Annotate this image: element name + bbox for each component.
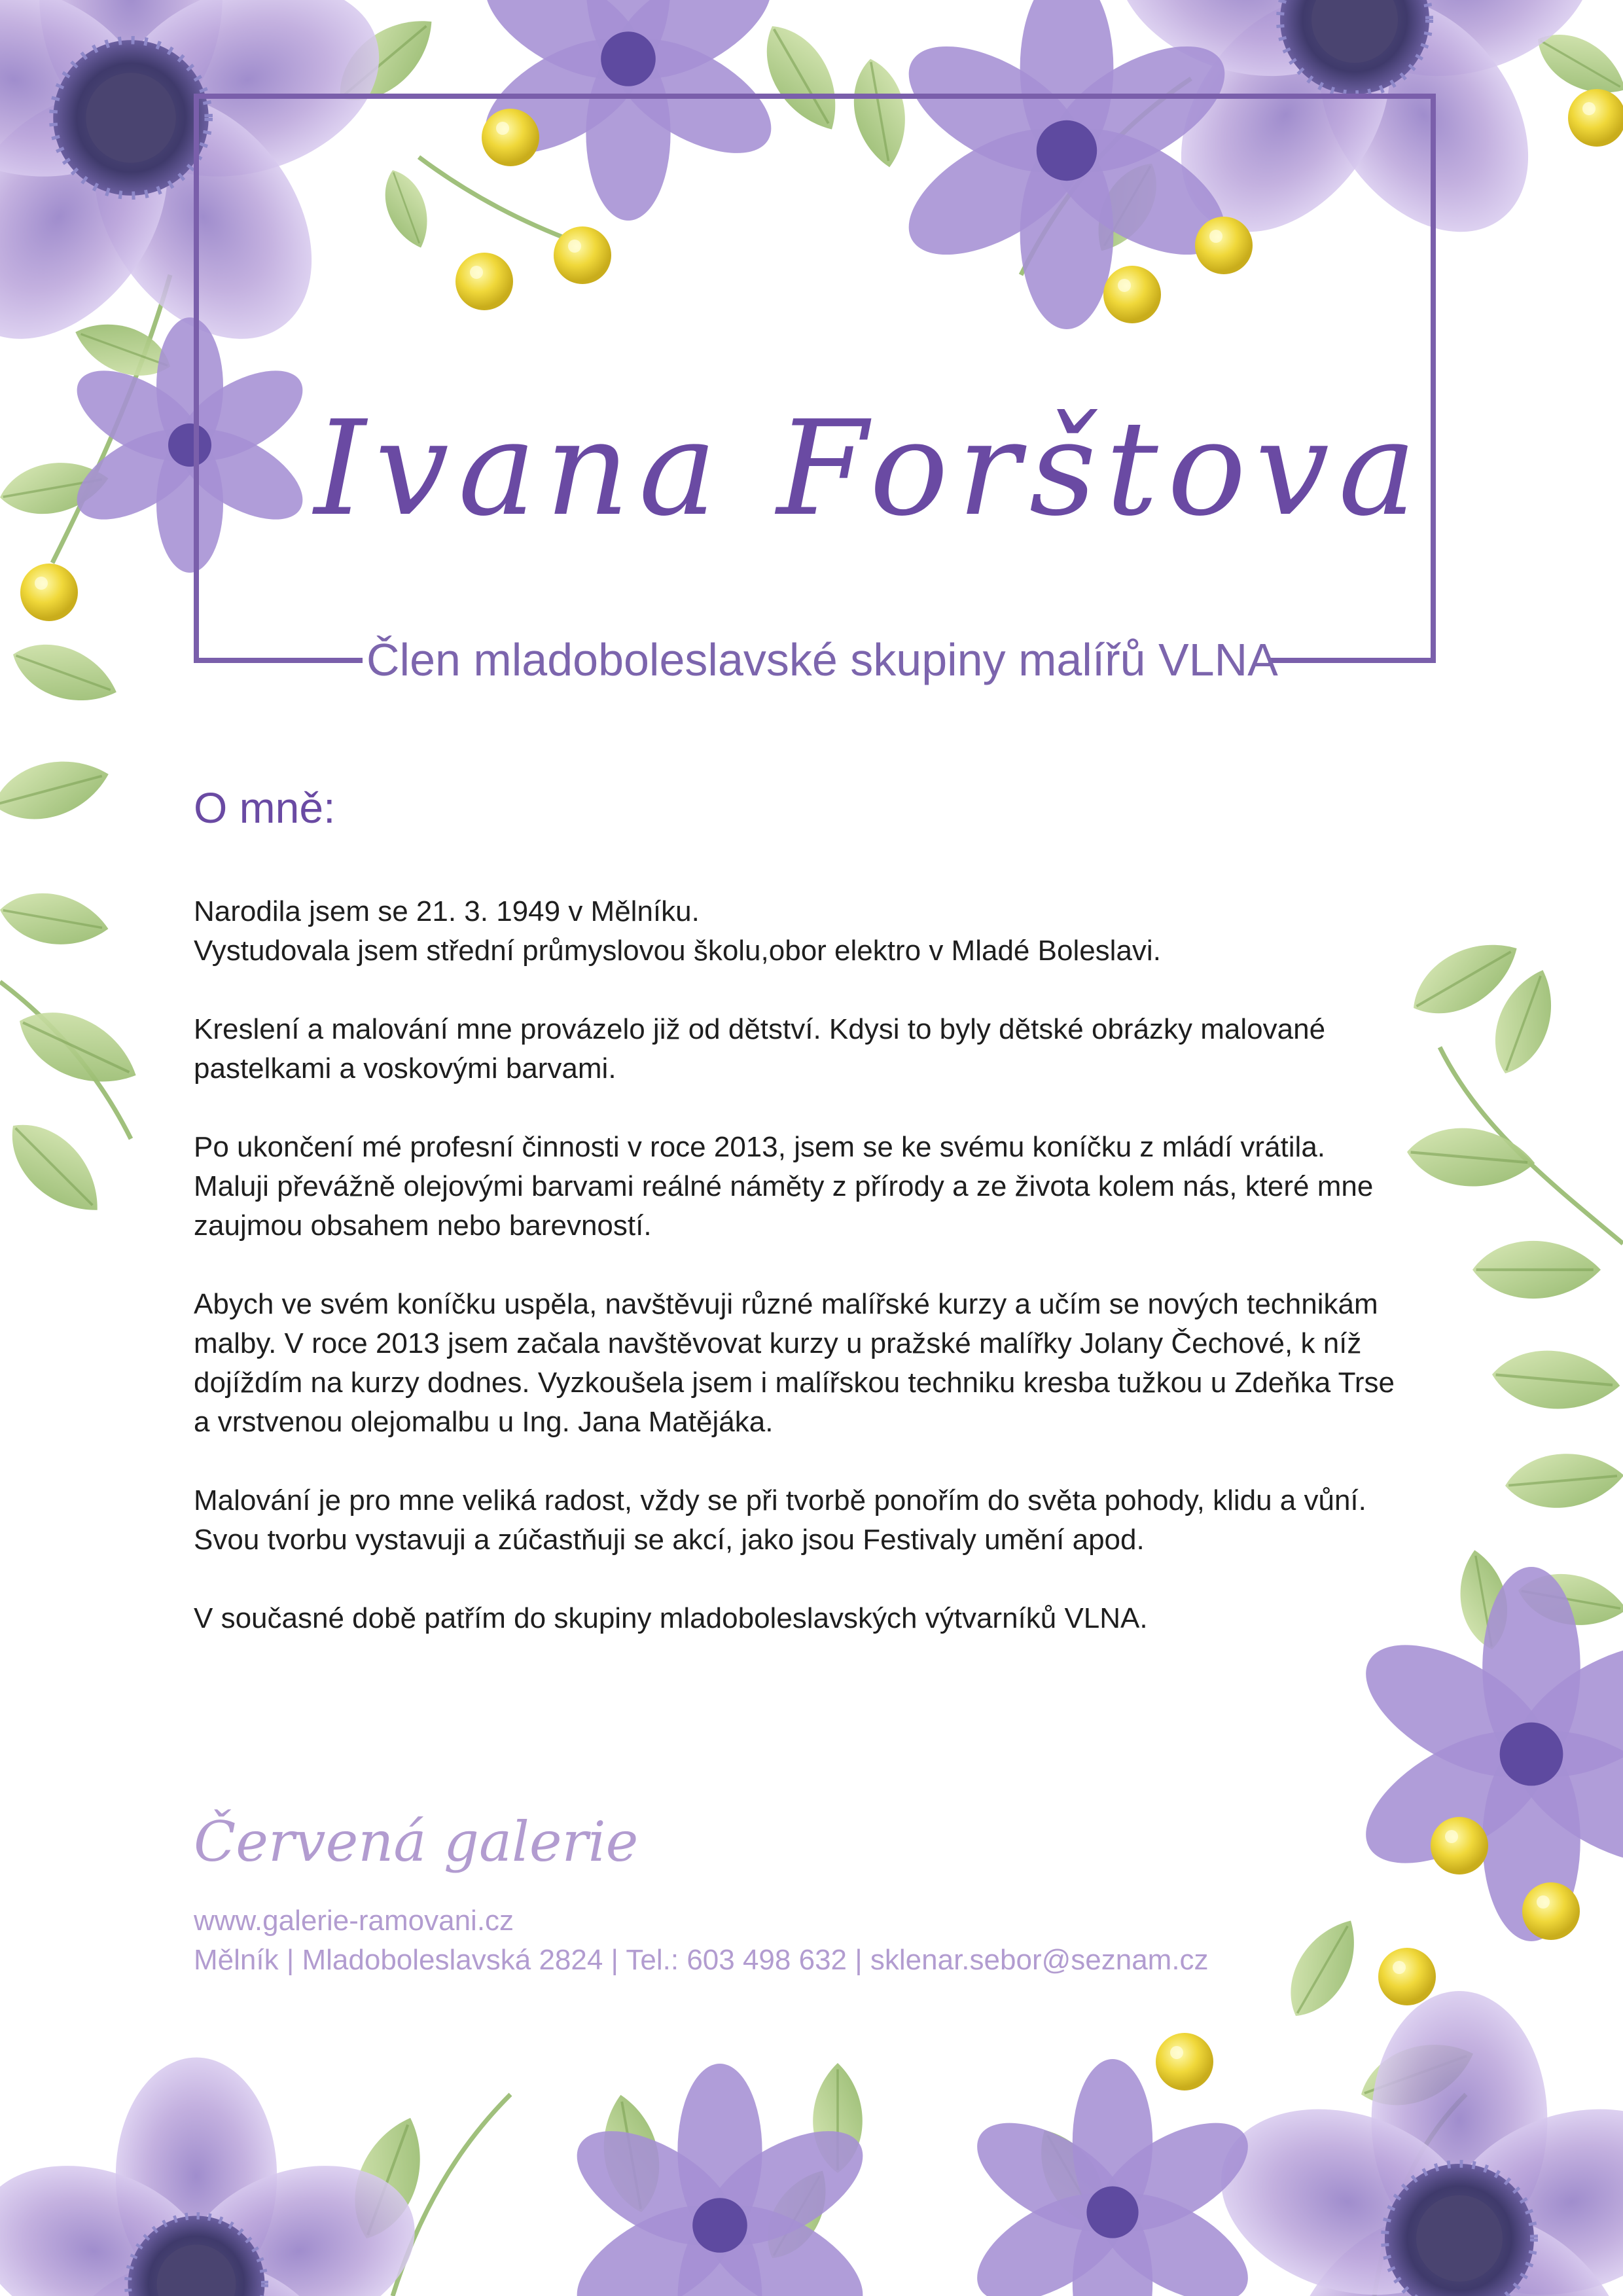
text-line: Malování je pro mne veliká radost, vždy se při tvorbě ponořím do světa pohody, klidu a vůní. xyxy=(194,1484,1366,1516)
text-line: a vrstvenou olejomalbu u Ing. Jana Matějáka. xyxy=(194,1406,774,1438)
gallery-brand-logo: Červená galerie xyxy=(194,1810,639,1874)
yellow-berry-icon xyxy=(1103,266,1161,323)
text-line: Maluji převážně olejovými barvami reálné náměty z přírody a ze života kolem nás, které mne xyxy=(194,1170,1374,1202)
leaf-icon xyxy=(0,1107,116,1229)
yellow-berry-icon xyxy=(1431,1817,1488,1874)
yellow-berry-icon xyxy=(20,564,78,621)
text-line: zaujmou obsahem nebo barevností. xyxy=(194,1210,652,1242)
leaf-icon xyxy=(1489,1346,1622,1414)
leaf-icon xyxy=(846,54,914,171)
leaf-icon xyxy=(0,886,113,954)
yellow-berry-icon xyxy=(1195,217,1253,274)
gallery-website-link[interactable]: www.galerie-ramovani.cz xyxy=(194,1905,514,1937)
gallery-contact-info: Mělník | Mladoboleslavská 2824 | Tel.: 603 498 632 | sklenar.sebor@seznam.cz xyxy=(194,1944,1209,1976)
about-paragraph xyxy=(194,892,1437,971)
yellow-berry-icon xyxy=(455,253,513,310)
text-line: Svou tvorbu vystavuji a zúčastňuji se akcí, jako jsou Festivaly umění apod. xyxy=(194,1524,1145,1556)
about-paragraph xyxy=(194,1010,1437,1088)
frame-bottom-left-border xyxy=(194,658,363,663)
about-body xyxy=(194,892,1437,1677)
text-line: V současné době patřím do skupiny mladoboleslavských výtvarníků VLNA. xyxy=(194,1602,1148,1634)
yellow-berry-icon xyxy=(482,109,539,166)
text-line: Po ukončení mé profesní činnosti v roce 2013, jsem se ke svému koníčku z mládí vrátila. xyxy=(194,1131,1326,1163)
yellow-berry-icon xyxy=(554,226,611,284)
frame-bottom-right-border xyxy=(1268,658,1436,663)
frame-top-border xyxy=(194,94,1436,99)
watercolor-flower-icon xyxy=(960,2059,1265,2296)
about-paragraph xyxy=(194,1128,1437,1246)
about-paragraph xyxy=(194,1481,1437,1560)
about-paragraph xyxy=(194,1285,1437,1442)
yellow-berry-icon xyxy=(1568,89,1623,147)
leaf-icon xyxy=(7,995,148,1102)
text-line: dojíždím na kurzy dodnes. Vyzkoušela jsem i malířskou techniku kresba tužkou u Zdeňka Trse xyxy=(194,1367,1395,1399)
watercolor-flower-icon xyxy=(1197,1991,1623,2296)
artist-name: Ivana Forštova xyxy=(314,393,1426,545)
artist-subtitle: Člen mladoboleslavské skupiny malířů VLNA xyxy=(366,634,1278,685)
text-line: malby. V roce 2013 jsem začala navštěvovat kurzy u pražské malířky Jolany Čechové, k níž xyxy=(194,1327,1362,1359)
text-line: Kreslení a malování mne provázelo již od dětství. Kdysi to byly dětské obrázky malované xyxy=(194,1013,1326,1045)
leaf-icon xyxy=(1274,1909,1372,2028)
frame-right-border xyxy=(1431,94,1436,663)
leaf-icon xyxy=(5,631,125,715)
leaf-icon xyxy=(375,164,438,254)
leaf-icon xyxy=(1503,1448,1623,1512)
text-line: Vystudovala jsem střední průmyslovou školu,obor elektro v Mladé Boleslavi. xyxy=(194,935,1161,967)
yellow-berry-icon xyxy=(1156,2033,1213,2090)
text-line: Abych ve svém koníčku uspěla, navštěvuji různé malířské kurzy a učím se nových technikám xyxy=(194,1288,1378,1320)
leaf-icon xyxy=(0,748,115,831)
frame-left-border xyxy=(194,94,199,663)
text-line: Narodila jsem se 21. 3. 1949 v Mělníku. xyxy=(194,895,700,927)
yellow-berry-icon xyxy=(1378,1948,1436,2005)
leaf-icon xyxy=(1472,1241,1601,1299)
text-line: pastelkami a voskovými barvami. xyxy=(194,1052,616,1085)
about-heading: O mně: xyxy=(194,783,336,832)
about-paragraph xyxy=(194,1599,1437,1638)
yellow-berry-icon xyxy=(1522,1882,1580,1940)
watercolor-flower-icon xyxy=(0,2058,437,2296)
